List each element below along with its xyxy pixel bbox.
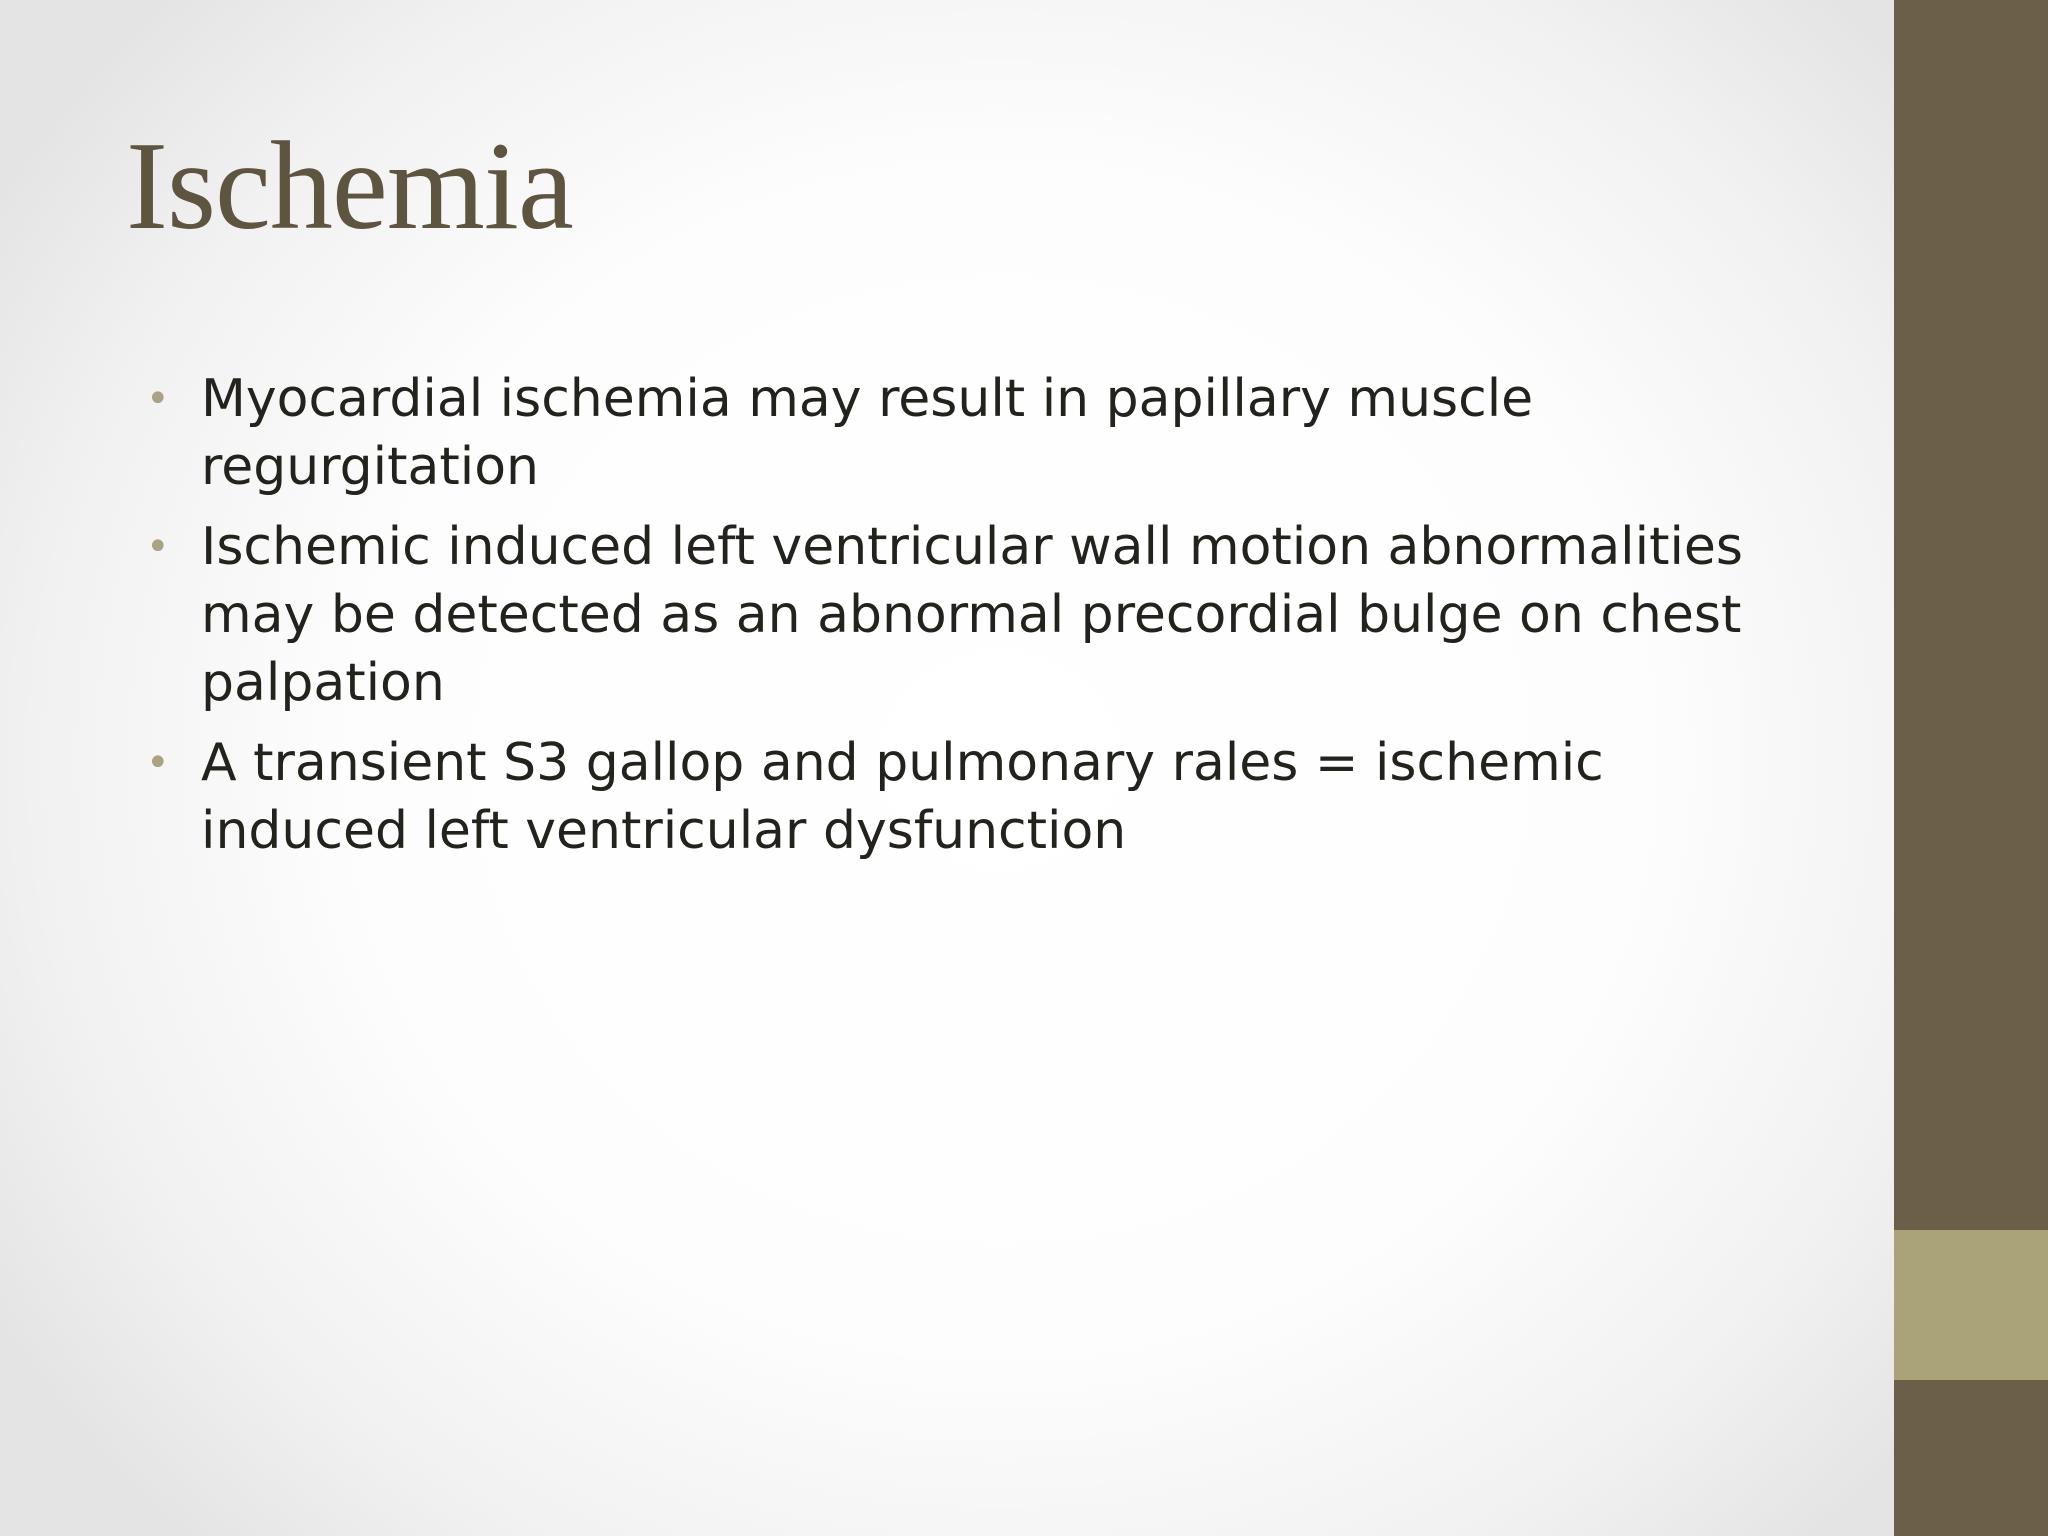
- bullet-dot-icon: •: [146, 740, 170, 786]
- bullet-item: [142, 365, 1782, 501]
- bullet-item: [142, 513, 1782, 717]
- bullet-list: [142, 365, 1782, 877]
- decorative-sidebar: [1894, 0, 2048, 1536]
- bullet-dot-icon: •: [146, 376, 170, 422]
- bullet-item: [142, 729, 1782, 865]
- bullet-text: Myocardial ischemia may result in papillary muscle regurgitation: [201, 369, 1534, 497]
- slide-title: Ischemia: [126, 117, 573, 256]
- bullet-text: A transient S3 gallop and pulmonary rales = ischemic induced left ventricular dysfunction: [201, 733, 1604, 861]
- bullet-text: Ischemic induced left ventricular wall motion abnormalities may be detected as an abnormal precordial bulge on chest palpation: [201, 517, 1743, 713]
- bullet-dot-icon: •: [146, 524, 170, 570]
- sidebar-accent-block: [1894, 1230, 2048, 1380]
